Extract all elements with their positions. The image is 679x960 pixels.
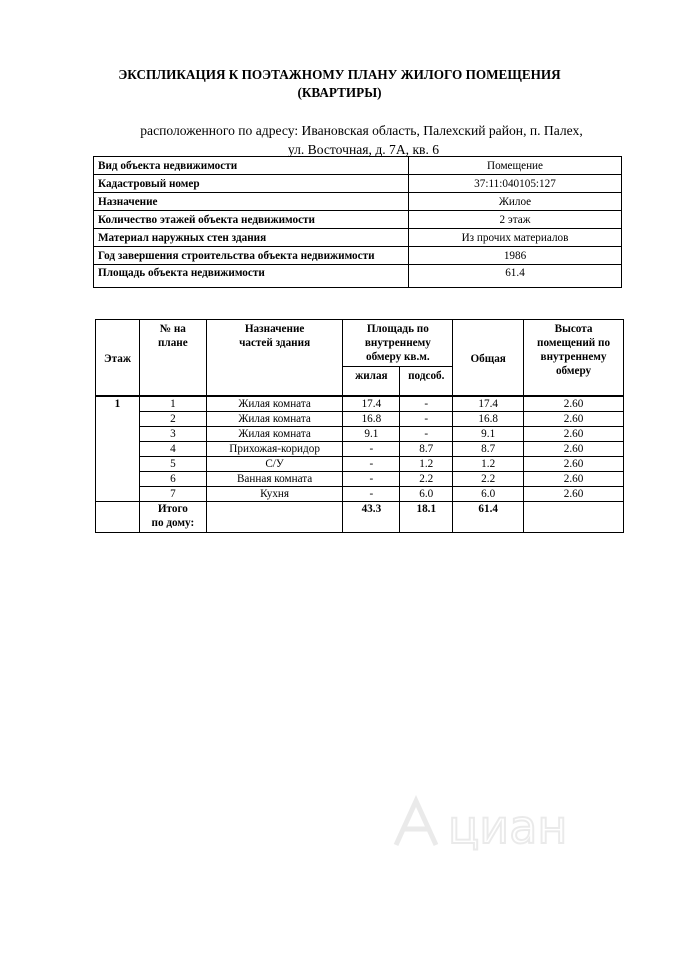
property-value: Из прочих материалов	[409, 229, 622, 247]
cell-height: 2.60	[524, 396, 624, 412]
cian-logo-icon	[388, 793, 594, 853]
cell-aux: 1.2	[400, 457, 453, 472]
property-value: 2 этаж	[409, 211, 622, 229]
cell-num: 6	[139, 472, 206, 487]
cell-living: -	[343, 457, 400, 472]
property-label: Год завершения строительства объекта недвижимости	[94, 247, 409, 265]
address	[0, 121, 679, 159]
explication-table	[95, 319, 624, 533]
cell-num: 2	[139, 412, 206, 427]
header-height-line-4: обмеру	[555, 365, 592, 377]
cell-total: 9.1	[453, 427, 524, 442]
cell-num: 5	[139, 457, 206, 472]
cell-total: 1.2	[453, 457, 524, 472]
cell-aux: 2.2	[400, 472, 453, 487]
cell-height: 2.60	[524, 457, 624, 472]
header-area-line-2: внутреннему	[364, 337, 431, 349]
cell-living: 16.8	[343, 412, 400, 427]
header-floor: Этаж	[96, 320, 140, 397]
cell-name: Ванная комната	[206, 472, 343, 487]
property-label: Назначение	[94, 193, 409, 211]
header-area-line-3: обмеру кв.м.	[365, 351, 430, 363]
cell-num: 7	[139, 487, 206, 502]
totals-label-line-1: Итого	[157, 503, 188, 515]
property-row	[94, 229, 622, 247]
cell-total: 2.2	[453, 472, 524, 487]
totals-label-line-2: по дому:	[151, 517, 195, 529]
property-value: Помещение	[409, 157, 622, 175]
table-row	[96, 487, 624, 502]
cell-num: 1	[139, 396, 206, 412]
cell-aux: 6.0	[400, 487, 453, 502]
cell-name: С/У	[206, 457, 343, 472]
header-number	[139, 320, 206, 397]
cell-total: 17.4	[453, 396, 524, 412]
header-area-line-1: Площадь по	[366, 323, 429, 335]
watermark	[388, 793, 594, 853]
cell-num: 3	[139, 427, 206, 442]
cell-living: 9.1	[343, 427, 400, 442]
title-line-2: (КВАРТИРЫ)	[297, 85, 382, 100]
cell-height: 2.60	[524, 442, 624, 457]
header-row	[96, 320, 624, 367]
property-label: Материал наружных стен здания	[94, 229, 409, 247]
totals-empty-cell	[524, 502, 624, 533]
property-row	[94, 175, 622, 193]
cell-living: 17.4	[343, 396, 400, 412]
totals-label	[139, 502, 206, 533]
cell-living: -	[343, 487, 400, 502]
property-label: Площадь объекта недвижимости	[94, 265, 409, 288]
cell-aux: -	[400, 427, 453, 442]
header-number-line-1: № на	[159, 323, 186, 335]
property-row	[94, 157, 622, 175]
header-height-line-1: Высота	[554, 323, 593, 335]
cell-aux: 8.7	[400, 442, 453, 457]
property-row	[94, 193, 622, 211]
watermark-text: циан	[448, 800, 568, 853]
table-row	[96, 412, 624, 427]
header-number-line-2: плане	[157, 337, 188, 349]
cell-num: 4	[139, 442, 206, 457]
cell-height: 2.60	[524, 427, 624, 442]
property-label: Вид объекта недвижимости	[94, 157, 409, 175]
cell-aux: -	[400, 396, 453, 412]
cell-total: 16.8	[453, 412, 524, 427]
totals-row	[96, 502, 624, 533]
table-row	[96, 396, 624, 412]
table-row	[96, 457, 624, 472]
header-height-line-3: внутреннему	[540, 351, 607, 363]
totals-total: 61.4	[453, 502, 524, 533]
property-row	[94, 265, 622, 288]
cell-height: 2.60	[524, 472, 624, 487]
document-title	[0, 66, 679, 102]
cell-name: Кухня	[206, 487, 343, 502]
header-height	[524, 320, 624, 397]
floor-cell: 1	[96, 396, 140, 502]
property-value: 1986	[409, 247, 622, 265]
cell-name: Жилая комната	[206, 412, 343, 427]
header-purpose-line-1: Назначение	[244, 323, 305, 335]
address-line-1: расположенного по адресу: Ивановская область, Палехский район, п. Палех,	[140, 123, 583, 138]
cell-living: -	[343, 442, 400, 457]
property-value: 37:11:040105:127	[409, 175, 622, 193]
totals-empty-cell	[96, 502, 140, 533]
logo-mark	[396, 801, 436, 845]
property-label: Кадастровый номер	[94, 175, 409, 193]
cell-height: 2.60	[524, 412, 624, 427]
property-value: 61.4	[409, 265, 622, 288]
properties-table	[93, 156, 622, 288]
header-area	[343, 320, 453, 367]
totals-living: 43.3	[343, 502, 400, 533]
table-row	[96, 427, 624, 442]
property-label: Количество этажей объекта недвижимости	[94, 211, 409, 229]
cell-living: -	[343, 472, 400, 487]
header-aux: подсоб.	[400, 367, 453, 397]
table-row	[96, 442, 624, 457]
cell-total: 8.7	[453, 442, 524, 457]
table-row	[96, 472, 624, 487]
header-purpose	[206, 320, 343, 397]
totals-empty-cell	[206, 502, 343, 533]
title-line-1: ЭКСПЛИКАЦИЯ К ПОЭТАЖНОМУ ПЛАНУ ЖИЛОГО ПОМЕЩЕНИЯ	[118, 67, 561, 82]
totals-aux: 18.1	[400, 502, 453, 533]
property-value: Жилое	[409, 193, 622, 211]
header-purpose-line-2: частей здания	[239, 337, 311, 349]
cell-name: Прихожая-коридор	[206, 442, 343, 457]
header-total: Общая	[453, 320, 524, 397]
cell-name: Жилая комната	[206, 396, 343, 412]
cell-height: 2.60	[524, 487, 624, 502]
cell-aux: -	[400, 412, 453, 427]
cell-name: Жилая комната	[206, 427, 343, 442]
header-living: жилая	[343, 367, 400, 397]
cell-total: 6.0	[453, 487, 524, 502]
address-line-2: ул. Восточная, д. 7А, кв. 6	[287, 142, 440, 157]
header-height-line-2: помещений по	[537, 337, 611, 349]
property-row	[94, 211, 622, 229]
property-row	[94, 247, 622, 265]
